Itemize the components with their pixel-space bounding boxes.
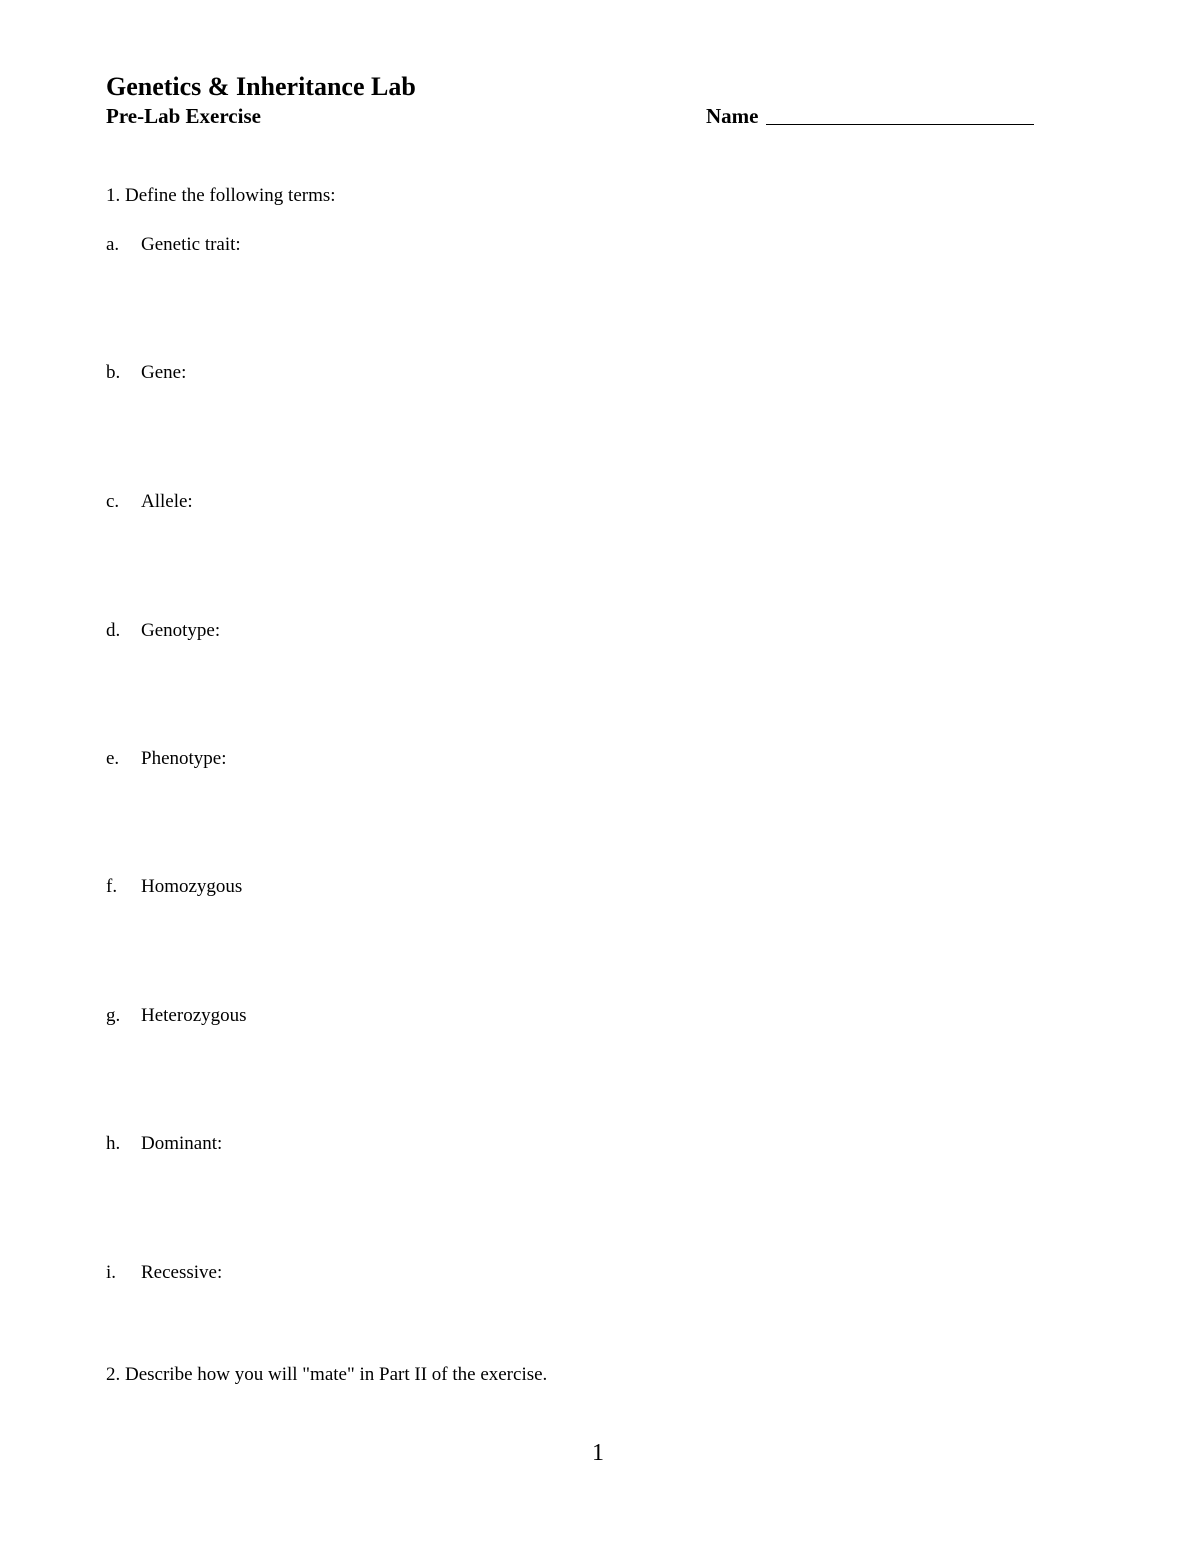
term-label: Phenotype: [141, 748, 227, 769]
term-letter: g. [106, 1005, 121, 1026]
term-item-dominant [106, 1133, 222, 1155]
name-blank-line[interactable] [766, 124, 1034, 125]
term-letter: h. [106, 1133, 121, 1154]
term-label: Heterozygous [141, 1005, 247, 1026]
term-label: Recessive: [141, 1262, 223, 1283]
term-item-genetic-trait [106, 234, 241, 256]
term-letter: d. [106, 620, 121, 641]
document-subtitle: Pre-Lab Exercise [106, 104, 261, 128]
term-item-gene [106, 362, 186, 384]
question-1-prompt: 1. Define the following terms: [106, 185, 336, 206]
page-number: 1 [592, 1440, 604, 1466]
term-item-genotype [106, 620, 220, 642]
term-label: Dominant: [141, 1133, 223, 1154]
term-item-recessive [106, 1262, 222, 1284]
term-item-homozygous [106, 876, 242, 898]
term-label: Homozygous [141, 876, 243, 897]
document-title: Genetics & Inheritance Lab [106, 72, 416, 101]
term-label: Genotype: [141, 620, 221, 641]
term-item-allele [106, 491, 193, 513]
term-letter: c. [106, 491, 120, 512]
term-letter: b. [106, 362, 121, 383]
name-label: Name [706, 104, 759, 128]
term-letter: a. [106, 234, 120, 255]
term-letter: i. [106, 1262, 117, 1283]
term-letter: f. [106, 876, 118, 897]
term-letter: e. [106, 748, 120, 769]
name-field [706, 104, 1034, 129]
term-item-phenotype [106, 748, 227, 770]
term-label: Allele: [141, 491, 193, 512]
question-2-prompt: 2. Describe how you will "mate" in Part II of the exercise. [106, 1364, 548, 1385]
term-item-heterozygous [106, 1005, 247, 1027]
term-label: Gene: [141, 362, 187, 383]
term-label: Genetic trait: [141, 234, 241, 255]
